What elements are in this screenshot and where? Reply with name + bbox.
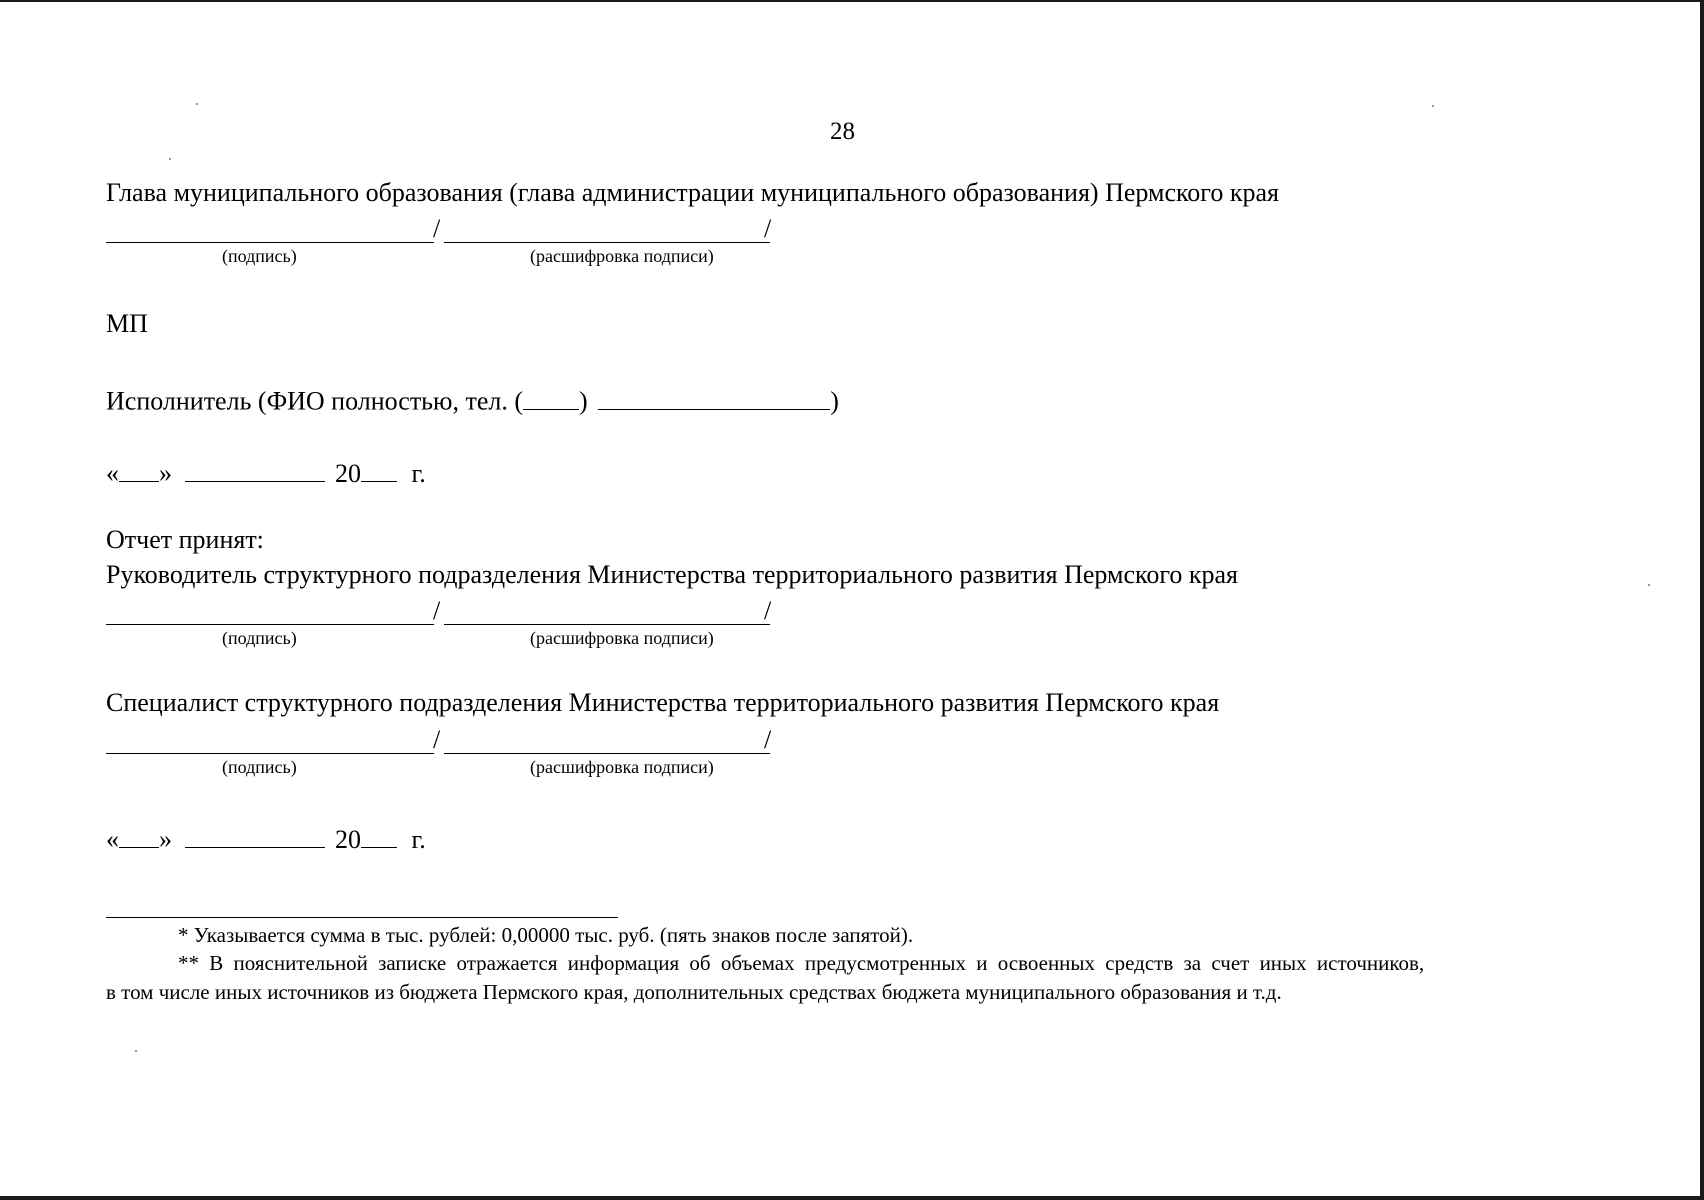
- date-line-second: [106, 822, 426, 853]
- separator-slash: /: [764, 214, 772, 243]
- separator-slash: /: [433, 725, 441, 754]
- separator-slash: /: [433, 596, 441, 625]
- phone-code-blank: [523, 384, 579, 410]
- month-blank: [185, 456, 325, 482]
- year-prefix: 20: [335, 458, 361, 488]
- scan-border-top: [0, 0, 1704, 2]
- footnote-divider: [106, 917, 618, 918]
- decoding-caption: (расшифровка подписи): [530, 628, 714, 648]
- signature-line: [106, 753, 434, 754]
- scan-border-right: [1700, 0, 1704, 1200]
- quote-open: «: [106, 458, 119, 488]
- decoding-line: [444, 624, 770, 625]
- year-prefix: 20: [335, 824, 361, 854]
- department-head-title: Руководитель структурного подразделения Министерства территориального развития Пермского края: [106, 560, 1238, 589]
- executor-label: Исполнитель (ФИО полностью, тел. (: [106, 386, 524, 416]
- year-blank: [361, 456, 397, 482]
- quote-close: »: [159, 824, 172, 854]
- specialist-signature-block: [106, 727, 776, 775]
- scan-speck: [196, 103, 198, 105]
- quote-close: »: [159, 458, 172, 488]
- scan-speck: [169, 158, 171, 160]
- decoding-caption: (расшифровка подписи): [530, 246, 714, 266]
- report-accepted-label: Отчет принят:: [106, 525, 264, 554]
- decoding-line: [444, 753, 770, 754]
- head-signature-block: [106, 216, 776, 264]
- footnote-2-continued: в том числе иных источников из бюджета Пермского края, дополнительных средствах бюджета муниципального образования и т.д.: [106, 980, 1282, 1004]
- quote-open: «: [106, 824, 119, 854]
- date-line-first: [106, 456, 426, 487]
- department-head-signature-block: [106, 598, 776, 646]
- page-number: 28: [830, 118, 855, 145]
- day-blank: [119, 822, 159, 848]
- signature-line: [106, 624, 434, 625]
- separator-slash: /: [433, 214, 441, 243]
- signature-line: [106, 242, 434, 243]
- specialist-title: Специалист структурного подразделения Министерства территориального развития Пермского края: [106, 688, 1220, 717]
- scan-speck: [1432, 105, 1434, 107]
- separator-slash: /: [764, 725, 772, 754]
- footnote-1: * Указывается сумма в тыс. рублей: 0,00000 тыс. руб. (пять знаков после запятой).: [178, 923, 914, 947]
- month-blank: [185, 822, 325, 848]
- footnote-2: ** В пояснительной записке отражается информация об объемах предусмотренных и освоенных средств за счет иных источников,: [178, 951, 1425, 975]
- scan-speck: [1648, 584, 1650, 586]
- year-suffix: г.: [411, 458, 426, 488]
- executor-paren: ): [579, 386, 588, 416]
- separator-slash: /: [764, 596, 772, 625]
- scan-speck: [135, 1050, 137, 1052]
- decoding-caption: (расшифровка подписи): [530, 757, 714, 777]
- head-title: Глава муниципального образования (глава администрации муниципального образования) Пермского края: [106, 178, 1279, 207]
- executor-paren-close: ): [830, 386, 839, 416]
- executor-line: [106, 384, 839, 415]
- phone-number-blank: [598, 384, 830, 410]
- year-blank: [361, 822, 397, 848]
- signature-caption: (подпись): [222, 628, 297, 648]
- signature-caption: (подпись): [222, 757, 297, 777]
- decoding-line: [444, 242, 770, 243]
- signature-caption: (подпись): [222, 246, 297, 266]
- scan-border-bottom: [0, 1196, 1704, 1200]
- stamp-label: МП: [106, 309, 148, 338]
- year-suffix: г.: [411, 824, 426, 854]
- day-blank: [119, 456, 159, 482]
